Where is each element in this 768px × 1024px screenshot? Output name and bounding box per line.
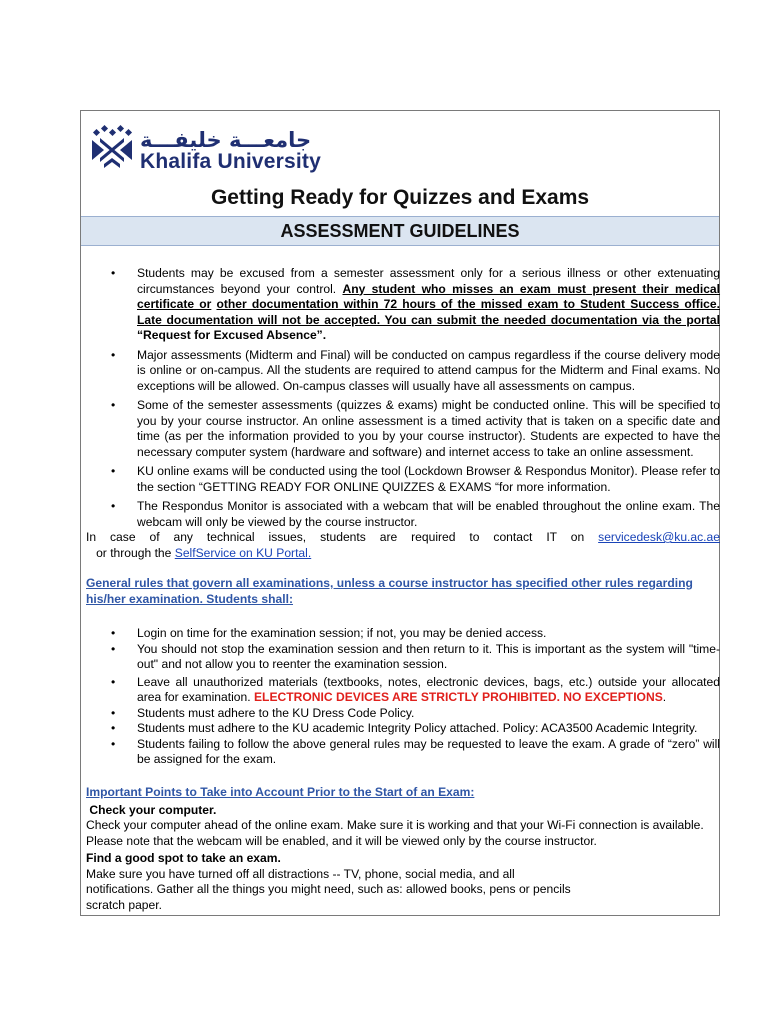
text-span: Students must adhere to the KU academic Integrity Policy attached. Policy: ACA3500 Academic Integrity. xyxy=(137,721,698,735)
text-span: Some of the semester assessments (quizzes & exams) might be conducted online. This will be specified to you by your course instructor. An online assessment is a timed activity that is taken on a specific date and time (as per the information provided to you by your course instructor). Students are expected to have the necessary computer system (hardware and software) and internet access to take an online assessment. xyxy=(137,398,720,459)
bullet-dot: • xyxy=(111,674,116,689)
underlined-text: other documentation within 72 hours of the missed exam to Student Success office. Late documentation will not be accepted. You can submit the needed documentation via the portal xyxy=(137,297,720,327)
subtitle-bar xyxy=(81,216,719,246)
text-span: You should not stop the examination session and then return to it. This is important as the system will "time-out" and not allow you to reenter the examination session. xyxy=(137,641,720,671)
list-item xyxy=(86,398,720,460)
text-span: KU online exams will be conducted using the tool (Lockdown Browser & Respondus Monitor). Please refer to the section “GETTING READY FOR ONLINE QUIZZES & EXAMS “for more information. xyxy=(137,464,720,494)
text-span: or through the xyxy=(86,545,175,560)
list-item xyxy=(86,737,720,768)
find-spot-line: notifications. Gather all the things you might need, such as: allowed books, pens or pencils xyxy=(86,882,571,896)
logo-english-text: Khalifa University xyxy=(140,150,321,173)
list-item xyxy=(86,675,720,706)
bold-text: “Request for Excused Absence”. xyxy=(137,328,327,342)
check-computer-text: Check your computer ahead of the online exam. Make sure it is working and that your Wi-Fi connection is available. Please note that the webcam will be enabled, and it will be viewed only by the course instructor. xyxy=(86,818,704,848)
important-points-heading: Important Points to Take into Account Prior to the Start of an Exam: xyxy=(86,785,475,799)
text-span: In case of any technical issues, students are required to contact IT on xyxy=(86,530,599,544)
text-span: Students must adhere to the KU Dress Code Policy. xyxy=(137,705,415,720)
bullet-dot: • xyxy=(111,464,116,478)
text-span: Leave all unauthorized materials (textbooks, notes, electronic devices, bags, etc.) outside your allocated area for examination. xyxy=(137,674,720,704)
list-item xyxy=(86,626,720,642)
general-rules-list xyxy=(86,626,720,768)
text-span: Students may be excused from a semester assessment only for a serious illness or other extenuating circumstances beyond your control. xyxy=(137,266,720,296)
text-span: . xyxy=(662,690,667,704)
bullet-dot: • xyxy=(111,626,116,640)
bullet-dot: • xyxy=(111,499,116,513)
general-rules-section xyxy=(86,576,720,607)
bullet-dot: • xyxy=(111,736,116,751)
bullet-dot: • xyxy=(111,721,116,735)
page-title: Getting Ready for Quizzes and Exams xyxy=(210,186,590,209)
list-item xyxy=(86,721,720,737)
servicedesk-email-link[interactable]: servicedesk@ku.ac.ae xyxy=(598,530,720,544)
subtitle-text: ASSESSMENT GUIDELINES xyxy=(280,221,520,241)
selfservice-portal-link[interactable]: SelfService on KU Portal. xyxy=(174,545,312,560)
bullet-dot: • xyxy=(111,266,116,280)
list-item xyxy=(86,499,720,530)
find-spot-line: scratch paper. xyxy=(86,897,162,912)
list-item xyxy=(86,266,720,344)
list-item xyxy=(86,706,720,722)
check-computer-title: Check your computer. xyxy=(86,802,217,817)
assessment-guidelines-section xyxy=(86,266,720,561)
list-item xyxy=(86,642,720,673)
guidelines-list xyxy=(86,266,720,530)
underlined-text: Any student who misses an exam must present their medical certificate or xyxy=(137,281,721,311)
bullet-dot: • xyxy=(111,705,116,720)
logo-arabic-text: جامعـــة خليفـــة xyxy=(140,128,312,152)
bullet-dot: • xyxy=(111,347,116,362)
list-item xyxy=(86,348,720,395)
find-spot-title: Find a good spot to take an exam. xyxy=(86,851,281,865)
text-span: Major assessments (Midterm and Final) will be conducted on campus regardless if the course delivery mode is online or on-campus. All the students are required to attend campus for the Midterm and Final exams. No exceptions will be allowed. On-campus classes will usually have all assessments on campus. xyxy=(137,347,720,393)
technical-issues-paragraph xyxy=(86,530,720,561)
text-span: The Respondus Monitor is associated with a webcam that will be enabled throughout the online exam. The webcam will only be viewed by the course instructor. xyxy=(137,499,720,529)
general-rules-heading: General rules that govern all examinations, unless a course instructor has specified other rules regarding his/her examination. Students shall: xyxy=(86,576,693,606)
find-spot-line: Make sure you have turned off all distractions -- TV, phone, social media, and all xyxy=(86,866,515,881)
bullet-dot: • xyxy=(111,398,116,412)
list-item xyxy=(86,464,720,495)
text-span: Login on time for the examination session; if not, you may be denied access. xyxy=(137,626,547,640)
important-points-section xyxy=(86,785,720,913)
text-span: Students failing to follow the above general rules may be requested to leave the exam. A grade of “zero” will be assigned for the exam. xyxy=(137,736,720,766)
general-rules-list-wrap xyxy=(86,626,720,768)
bullet-dot: • xyxy=(111,641,116,656)
prohibited-warning-text: ELECTRONIC DEVICES ARE STRICTLY PROHIBITED. NO EXCEPTIONS xyxy=(253,690,663,704)
